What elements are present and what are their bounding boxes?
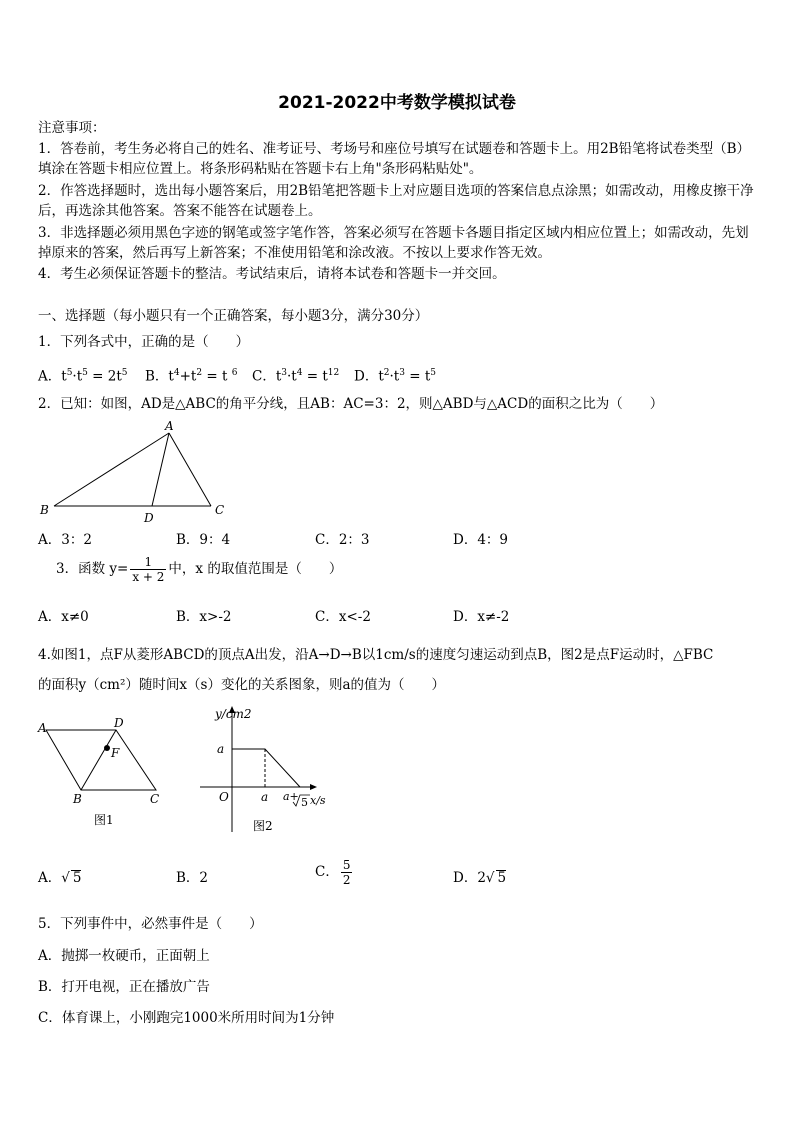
q4-option-c: C． $\frac{5}{2}$ (315, 858, 351, 887)
notice-item-1: 1．答卷前，考生务必将自己的姓名、准考证号、考场号和座位号填写在试题卷和答题卡上。用2B铅笔将试卷类型（B）填涂在答题卡相应位置上。将条形码粘贴在答题卡右上角"条形码粘贴处"。 (38, 141, 751, 177)
fig2-a-plus: a+ (283, 790, 299, 803)
question-5-stem: 5．下列事件中，必然事件是（ ） (38, 916, 263, 932)
q4-option-c-fraction: $\frac{5}{2}$ (342, 858, 351, 887)
notice-item-3: 3．非选择题必须用黑色字迹的钢笔或签字笔作答，答案必须写在答题卡各题目指定区域内相应位置上；如需改动，先划掉原来的答案，然后再写上新答案；不准使用铅笔和涂改液。不按以上要求作答无效。 (38, 225, 749, 261)
x-axis-arrow (310, 784, 317, 790)
point-f (104, 745, 110, 751)
fig2-ylabel: y/cm2 (215, 707, 252, 721)
segment-ad (152, 433, 169, 506)
q2-option-b: B．9：4 (176, 532, 231, 548)
fig2-a-x: a (261, 790, 269, 804)
q1-option-b: B．$t^4+t^2 = t$ $^6$ (145, 368, 238, 385)
q3-option-a: A．x≠0 (38, 609, 89, 625)
page-title: 2021-2022中考数学模拟试卷 (278, 93, 516, 113)
segment-ac (169, 433, 211, 506)
fig2-origin: O (219, 790, 229, 804)
question-1-stem: 1．下列各式中，正确的是（ ） (38, 334, 250, 350)
q3-option-b: B．x>-2 (176, 609, 232, 625)
notice-item-2: 2．作答选择题时，选出每小题答案后，用2B铅笔把答题卡上对应题目选项的答案信息点涂黑；如需改动，用橡皮擦干净后，再选涂其他答案。答案不能答在试题卷上。 (38, 183, 754, 219)
q2-triangle-figure (36, 418, 236, 528)
notice-heading: 注意事项： (38, 120, 106, 136)
fig1-label-c: C (150, 792, 160, 806)
label-d: D (144, 511, 154, 525)
q1-option-c: C．$t^3\cdot t^4 = t^{12}$ (252, 368, 340, 385)
label-b: B (40, 503, 49, 517)
fig2-sqrt5: 5 (301, 796, 308, 809)
notice-item-4: 4．考生必须保证答题卡的整洁。考试结束后，请将本试卷和答题卡一并交回。 (38, 266, 506, 282)
q4-option-d: D．2√ 5 (453, 870, 507, 886)
label-a: A (165, 419, 174, 433)
q4-option-a: A．√ 5 (38, 870, 82, 886)
fig2-xlabel: x/s (310, 794, 326, 807)
label-c: C (215, 503, 225, 517)
q4-figure-1-rhombus (36, 712, 176, 832)
section-heading: 一、选择题（每小题只有一个正确答案，每小题3分，满分30分） (38, 308, 429, 324)
q5-option-c: C．体育课上，小刚跑完1000米所用时间为1分钟 (38, 1010, 335, 1026)
q1-option-a: A．$t^5\cdot t^5 = 2t^5$ (38, 368, 128, 385)
q5-option-b: B．打开电视，正在播放广告 (38, 979, 210, 995)
q1-option-d: D．$t^2\cdot t^3 = t^5$ (354, 368, 436, 385)
q3-fraction: $\frac{1}{x + 2}$ (132, 555, 165, 584)
fig1-label-d: D (114, 716, 124, 730)
q2-option-a: A．3：2 (38, 532, 92, 548)
q3-option-d: D．x≠-2 (453, 609, 510, 625)
q2-option-c: C．2：3 (315, 532, 370, 548)
q4-option-b: B．2 (176, 870, 209, 886)
fig1-label-f: F (111, 746, 120, 760)
fig1-caption: 图1 (94, 813, 114, 827)
diagonal-db (81, 730, 116, 790)
q4-figure-2-graph (195, 702, 340, 837)
question-3-stem: 3．函数 y= $\frac{1}{x + 2}$ 中，x 的取值范围是（ ） (56, 555, 343, 584)
fig1-label-a: A (38, 721, 47, 735)
fig2-caption: 图2 (253, 819, 273, 833)
fig2-a-y: a (217, 742, 225, 756)
graph-line (232, 749, 300, 787)
fig1-label-b: B (73, 792, 82, 806)
rhombus-abcd (46, 730, 156, 790)
question-4-stem-line2: 的面积y（cm²）随时间x（s）变化的关系图象，则a的值为（ ） (38, 677, 445, 693)
q3-option-c: C．x<-2 (315, 609, 371, 625)
segment-ab (54, 433, 169, 506)
q2-option-d: D．4：9 (453, 532, 509, 548)
question-4-stem-line1: 4.如图1，点F从菱形ABCD的顶点A出发，沿A→D→B以1cm/s的速度匀速运动到点B，图2是点F运动时，△FBC (38, 647, 714, 663)
question-2-stem: 2．已知：如图，AD是△ABC的角平分线，且AB：AC=3：2，则△ABD与△ACD的面积之比为（ ） (38, 396, 664, 412)
q5-option-a: A．抛掷一枚硬币，正面朝上 (38, 948, 210, 964)
